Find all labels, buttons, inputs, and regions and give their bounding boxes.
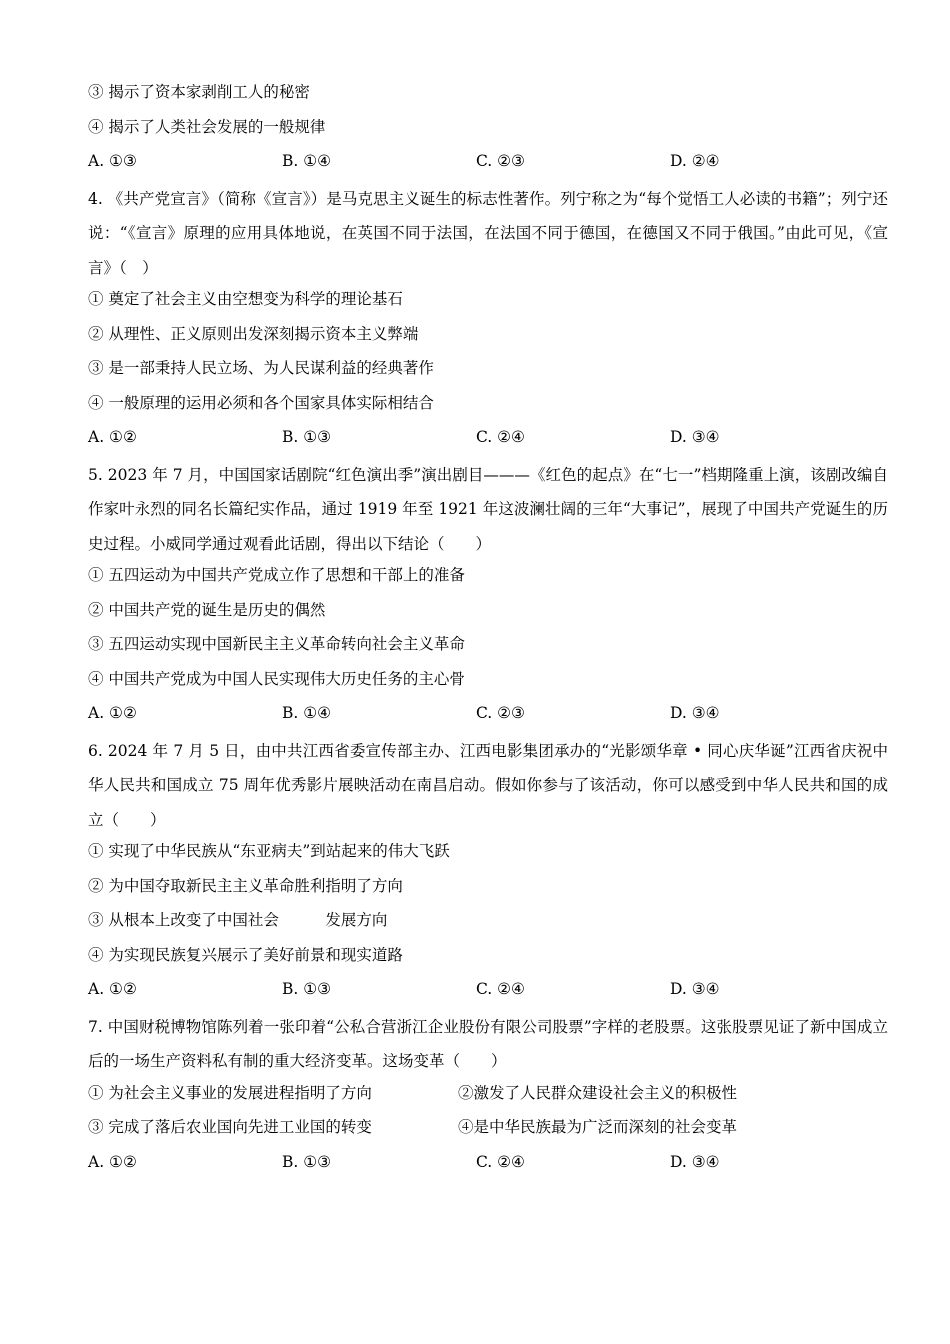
q3-option-d[interactable]: D. ②④ xyxy=(670,152,720,170)
q5-option-a[interactable]: A. ①② xyxy=(88,704,137,722)
q7-option-b[interactable]: B. ①③ xyxy=(282,1152,332,1171)
q5-item-4: ④ 中国共产党成为中国人民实现伟大历史任务的主心骨 xyxy=(88,669,465,688)
q6-option-a[interactable]: A. ①② xyxy=(88,980,137,998)
q7-stem: 7. 中国财税博物馆陈列着一张印着“公私合营浙江企业股份有限公司股票”字样的老股票。这张股票见证了新中国成立后的一场生产资料私有制的重大经济变革。这场变革（ ） xyxy=(88,1017,888,1070)
q4-item-1: ① 奠定了社会主义由空想变为科学的理论基石 xyxy=(88,290,403,308)
q5-stem: 5. 2023 年 7 月，中国国家话剧院“红色演出季”演出剧目———《红色的起点》在“七一”档期隆重上演，该剧改编自作家叶永烈的同名长篇纪实作品，通过 1919 年至 1921 年这波澜壮阔的三年“大事记”，展现了中国共产党诞生的历史过程。小威同学通过观看此话剧，得出以下结论（ ） xyxy=(88,465,888,553)
q4-option-c[interactable]: C. ②④ xyxy=(476,428,525,446)
q7-item-2: ②激发了人民群众建设社会主义的积极性 xyxy=(458,1083,738,1102)
q5-option-b[interactable]: B. ①④ xyxy=(282,704,332,722)
q5-item-3: ③ 五四运动实现中国新民主主义革命转向社会主义革命 xyxy=(88,635,465,653)
q5-options xyxy=(88,699,888,734)
q6-options xyxy=(88,975,888,1010)
q4-option-b[interactable]: B. ①③ xyxy=(282,428,332,446)
q6-stem: 6. 2024 年 7 月 5 日，由中共江西省委宣传部主办、江西电影集团承办的“光影颂华章 • 同心庆华诞”江西省庆祝中华人民共和国成立 75 周年优秀影片展映活动在南昌启动。假如你参与了该活动，你可以感受到中华人民共和国的成立（ ） xyxy=(88,741,888,829)
q4-item-3: ③ 是一部秉持人民立场、为人民谋利益的经典著作 xyxy=(88,359,434,377)
q4-option-d[interactable]: D. ③④ xyxy=(670,428,720,446)
q7-option-a[interactable]: A. ①② xyxy=(88,1152,137,1171)
q3-option-c[interactable]: C. ②③ xyxy=(476,152,525,170)
q3-option-a[interactable]: A. ①③ xyxy=(88,152,137,170)
q6-item-4: ④ 为实现民族复兴展示了美好前景和现实道路 xyxy=(88,945,403,964)
q4-stem: 4. 《共产党宣言》（简称《宣言》）是马克思主义诞生的标志性著作。列宁称之为“每个觉悟工人必读的书籍”；列宁还说：“《宣言》原理的应用具体地说，在英国不同于法国，在法国不同于德国，在德国又不同于俄国。”由此可见，《宣言》（ ） xyxy=(88,189,888,277)
q7-item-3: ③ 完成了落后农业国向先进工业国的转变 xyxy=(88,1118,372,1136)
q4-option-a[interactable]: A. ①② xyxy=(88,428,137,446)
q3-options xyxy=(88,147,888,182)
q7-item-1: ① 为社会主义事业的发展进程指明了方向 xyxy=(88,1083,372,1102)
q6-option-d[interactable]: D. ③④ xyxy=(670,980,720,998)
q7-item-4: ④是中华民族最为广泛而深刻的社会变革 xyxy=(458,1118,738,1136)
q3-item-3: ③ 揭示了资本家剥削工人的秘密 xyxy=(88,83,310,101)
q7-items-row-2 xyxy=(88,1113,888,1148)
q3-item-4: ④ 揭示了人类社会发展的一般规律 xyxy=(88,117,326,136)
q5-item-2: ② 中国共产党的诞生是历史的偶然 xyxy=(88,600,326,619)
q6-option-b[interactable]: B. ①③ xyxy=(282,980,332,998)
q5-item-1: ① 五四运动为中国共产党成立作了思想和干部上的准备 xyxy=(88,566,465,584)
exam-page xyxy=(88,78,888,1182)
q7-option-d[interactable]: D. ③④ xyxy=(670,1152,720,1171)
q7-options xyxy=(88,1148,888,1183)
q6-item-1: ① 实现了中华民族从“东亚病夫”到站起来的伟大飞跃 xyxy=(88,842,450,860)
q4-options xyxy=(88,423,888,458)
q3-option-b[interactable]: B. ①④ xyxy=(282,152,332,170)
q5-option-d[interactable]: D. ③④ xyxy=(670,704,720,722)
q4-item-4: ④ 一般原理的运用必须和各个国家具体实际相结合 xyxy=(88,393,434,412)
q6-item-3: ③ 从根本上改变了中国社会 发展方向 xyxy=(88,911,388,929)
q4-item-2: ② 从理性、正义原则出发深刻揭示资本主义弊端 xyxy=(88,324,419,343)
q5-option-c[interactable]: C. ②③ xyxy=(476,704,525,722)
q7-items-row-1 xyxy=(88,1079,888,1114)
q6-option-c[interactable]: C. ②④ xyxy=(476,980,525,998)
q7-option-c[interactable]: C. ②④ xyxy=(476,1152,525,1171)
q6-item-2: ② 为中国夺取新民主主义革命胜利指明了方向 xyxy=(88,876,403,895)
